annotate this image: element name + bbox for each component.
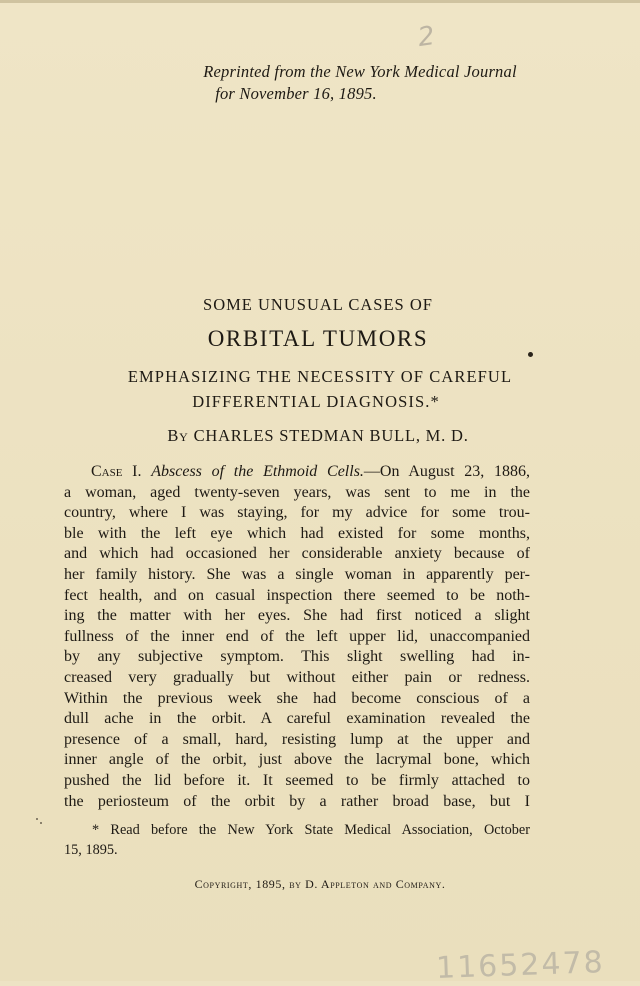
body-line: fect health, and on casual inspection there seemed to be noth- [64, 586, 530, 604]
reprint-notice-line-2: for November 16, 1895. [215, 84, 377, 103]
accession-number: 11652478 [435, 945, 606, 986]
body-line: country, where I was staying, for my advice for some trou- [64, 504, 530, 522]
body-paragraph [64, 462, 530, 812]
margin-ink-dot [528, 352, 533, 357]
body-line: ing the matter with her eyes. She had first noticed a slight [64, 607, 530, 625]
author-byline [0, 426, 638, 446]
body-line: her family history. She was a single woman in apparently per- [64, 565, 530, 583]
reprint-notice-line-1: Reprinted from the New York Medical Journal [203, 62, 517, 81]
body-line: inner angle of the orbit, just above the lacrymal bone, which [64, 751, 530, 769]
body-line: pushed the lid before it. It seemed to be firmly attached to [64, 771, 530, 789]
body-line: the periosteum of the orbit by a rather broad base, but I [64, 792, 530, 810]
byline-prefix: By [167, 426, 189, 445]
body-line: ble with the left eye which had existed for some months, [64, 524, 530, 542]
body-line: and which had occasioned her considerable anxiety because of [64, 545, 530, 563]
title-line-1: SOME UNUSUAL CASES OF [203, 295, 433, 314]
page-top-edge [0, 0, 640, 3]
case-title: Abscess of the Ethmoid Cells. [151, 463, 364, 480]
body-line: presence of a small, hard, resisting lump at the upper and [64, 730, 530, 748]
author-name: CHARLES STEDMAN BULL, M. D. [193, 426, 469, 445]
body-line: by any subjective symptom. This slight swelling had in- [64, 648, 530, 666]
body-line: dull ache in the orbit. A careful examination revealed the [64, 710, 530, 728]
subtitle-line-2: DIFFERENTIAL DIAGNOSIS.* [192, 392, 440, 411]
subtitle-line-1: EMPHASIZING THE NECESSITY OF CAREFUL [127, 367, 513, 386]
body-line-first [64, 462, 530, 483]
footnote-line-2: 15, 1895. [64, 842, 118, 858]
title-main: ORBITAL TUMORS [207, 326, 429, 351]
body-line: a woman, aged twenty-seven years, was sent to me in the [64, 483, 530, 501]
body-line: creased very gradually but without either pain or redness. [64, 668, 530, 686]
pencil-page-number: 2 [415, 20, 437, 54]
margin-speck [36, 818, 38, 820]
case-label: Case I. [91, 463, 142, 480]
margin-speck [40, 822, 42, 824]
footnote-line-1: * Read before the New York State Medical Association, October [92, 822, 530, 838]
footnote [64, 820, 530, 860]
body-line: fullness of the inner end of the left upper lid, unaccompanied [64, 627, 530, 645]
copyright-notice: Copyright, 1895, by D. Appleton and Company. [194, 877, 446, 891]
body-line: Within the previous week she had become conscious of a [64, 689, 530, 707]
first-line-rest: —On August 23, 1886, [363, 463, 530, 480]
